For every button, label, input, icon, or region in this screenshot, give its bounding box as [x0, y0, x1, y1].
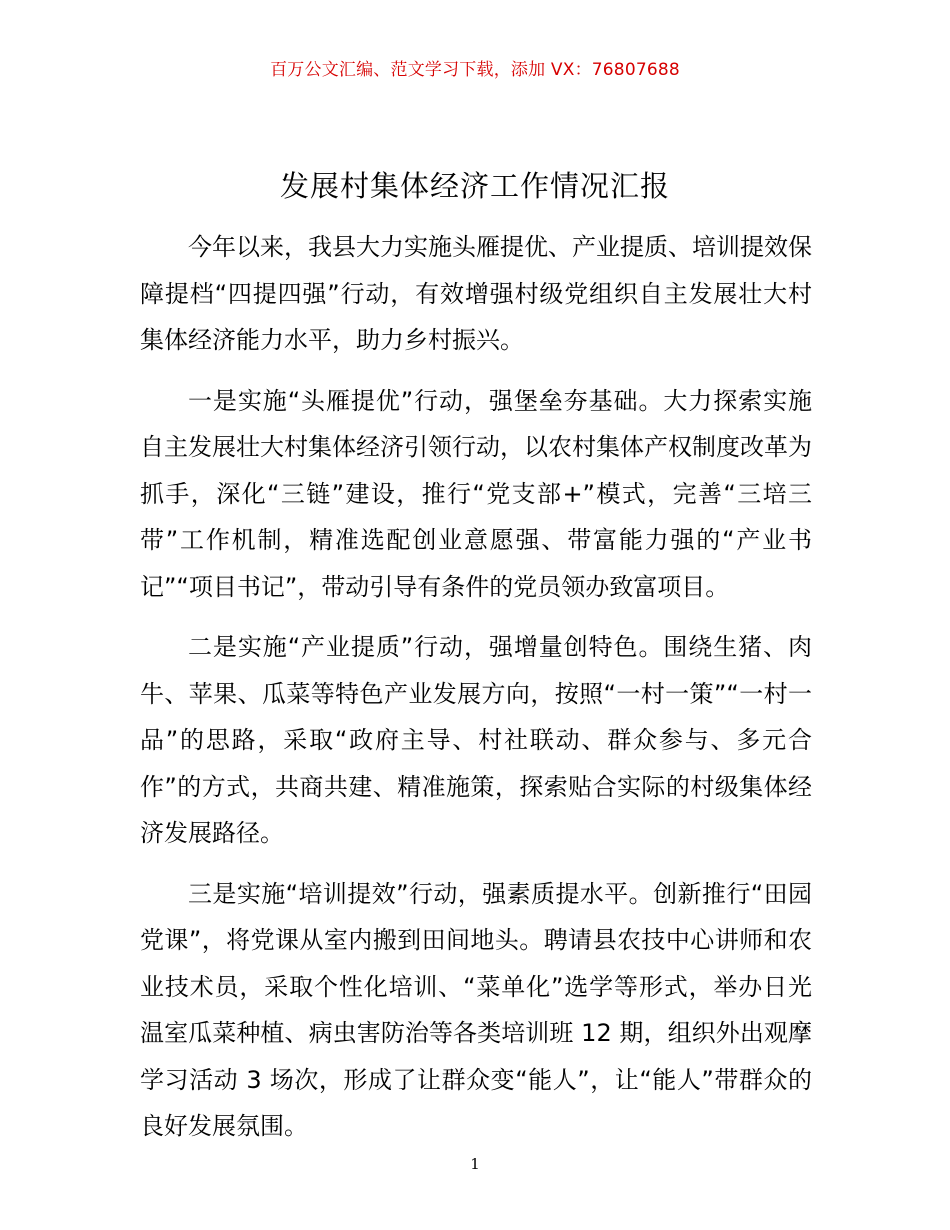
page-number: 1 — [470, 1155, 480, 1173]
document-body — [140, 224, 812, 1164]
paragraph-first-action: 一是实施“头雁提优”行动，强堡垒夯基础。大力探索实施自主发展壮大村集体经济引领行动，以农村集体产权制度改革为抓手，深化“三链”建设，推行“党支部+”模式，完善“三培三带”工作机制，精准选配创业意愿强、带富能力强的“产业书记”“项目书记”，带动引导有条件的党员领办致富项目。 — [140, 386, 812, 601]
paragraph-third-action: 三是实施“培训提效”行动，强素质提水平。创新推行“田园党课”，将党课从室内搬到田间地头。聘请县农技中心讲师和农业技术员，采取个性化培训、“菜单化”选学等形式，举办日光温室瓜菜种植、病虫害防治等各类培训班 12 期，组织外出观摩学习活动 3 场次，形成了让群众变“能人”，让“能人”带群众的良好发展氛围。 — [140, 879, 812, 1140]
paragraph-intro: 今年以来，我县大力实施头雁提优、产业提质、培训提效保障提档“四提四强”行动，有效增强村级党组织自主发展壮大村集体经济能力水平，助力乡村振兴。 — [140, 233, 812, 354]
document-title: 发展村集体经济工作情况汇报 — [279, 169, 670, 203]
header-banner: 百万公文汇编、范文学习下载，添加 VX：76807688 — [270, 60, 680, 80]
paragraph-second-action: 二是实施“产业提质”行动，强增量创特色。围绕生猪、肉牛、苹果、瓜菜等特色产业发展方向，按照“一村一策”“一村一品”的思路，采取“政府主导、村社联动、群众参与、多元合作”的方式，共商共建、精准施策，探索贴合实际的村级集体经济发展路径。 — [140, 633, 812, 847]
